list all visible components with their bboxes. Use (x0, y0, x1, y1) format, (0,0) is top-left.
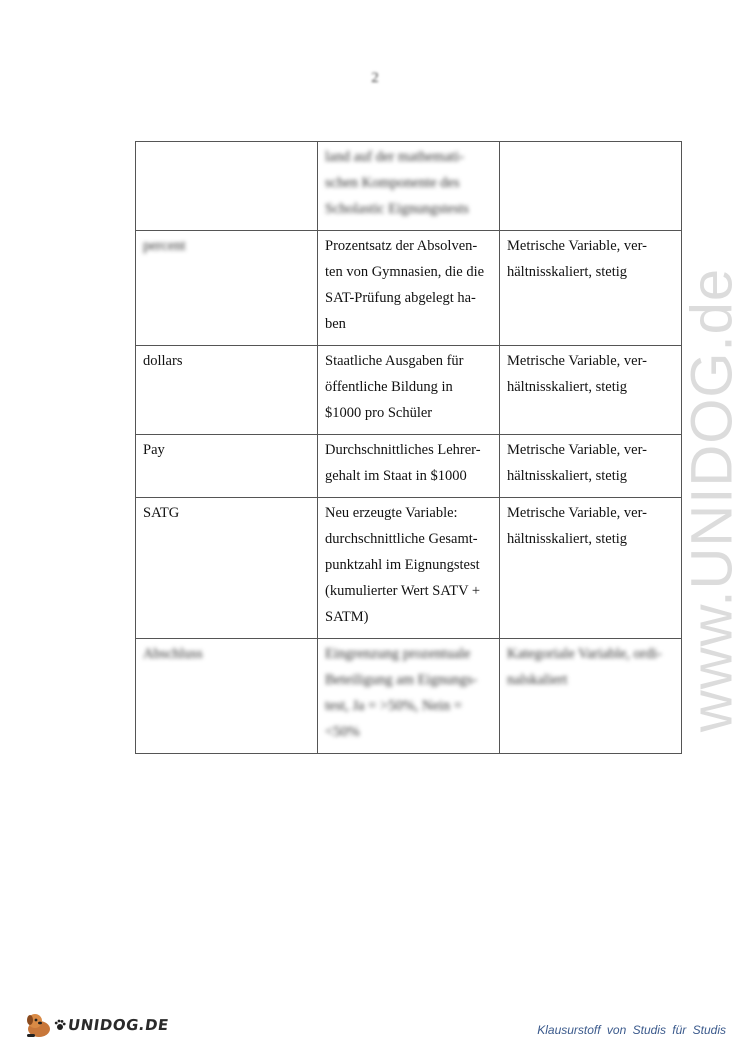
footer (0, 1005, 750, 1045)
table-cell: Kategoriale Variable, ordi- nalskaliert (500, 639, 682, 754)
table-row (136, 498, 682, 639)
paw-icon (54, 1019, 66, 1031)
table-row (136, 142, 682, 231)
table-cell: Eingrenzung prozentuale Beteiligung am Eignungs- test, Ja = >50%, Nein = <50% (318, 639, 500, 754)
table-row (136, 231, 682, 346)
table-cell: Neu erzeugte Variable: durchschnittliche Gesamt- punktzahl im Eignungstest (kumulierter Wert SATV + SATM) (318, 498, 500, 639)
table-row (136, 346, 682, 435)
variable-table (135, 141, 682, 754)
tagline: Klausurstoff von Studis für Studis (537, 1023, 726, 1037)
table-cell: Metrische Variable, ver- hältnisskaliert, stetig (500, 346, 682, 435)
dog-icon (24, 1011, 54, 1039)
table-cell: Metrische Variable, ver- hältnisskaliert, stetig (500, 435, 682, 498)
table-cell: Durchschnittliches Lehrer- gehalt im Staat in $1000 (318, 435, 500, 498)
table-cell (500, 142, 682, 231)
logo-text: UNIDOG.DE (66, 1016, 170, 1034)
table-cell: Metrische Variable, ver- hältnisskaliert, stetig (500, 231, 682, 346)
table-cell: dollars (136, 346, 318, 435)
table-row (136, 435, 682, 498)
page-number: 2 (371, 70, 379, 86)
table-cell: land auf der mathemati- schen Komponente des Scholastic Eignungstests (318, 142, 500, 231)
table-cell: SATG (136, 498, 318, 639)
table-cell: Abschluss (136, 639, 318, 754)
table-cell (136, 231, 318, 346)
watermark: www.UNIDOG.de (679, 267, 745, 733)
table-cell: Pay (136, 435, 318, 498)
cell-text: percent (143, 238, 186, 254)
table-cell: Prozentsatz der Absolven- ten von Gymnasien, die die SAT-Prüfung abgelegt ha- ben (318, 231, 500, 346)
table-cell: Staatliche Ausgaben für öffentliche Bildung in $1000 pro Schüler (318, 346, 500, 435)
table-row (136, 639, 682, 754)
unidog-logo[interactable] (24, 1011, 169, 1039)
table-cell (136, 142, 318, 231)
table-cell: Metrische Variable, ver- hältnisskaliert, stetig (500, 498, 682, 639)
